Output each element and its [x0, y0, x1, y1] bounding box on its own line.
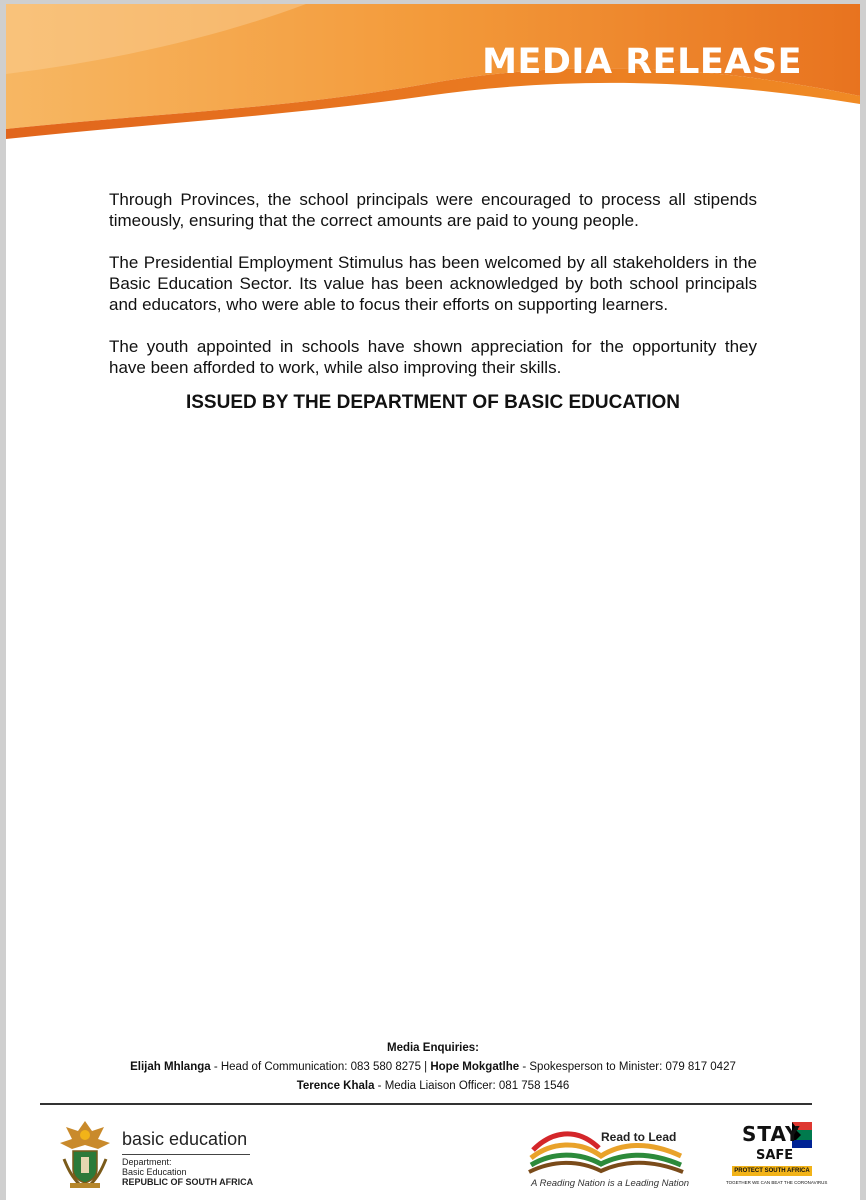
dbe-logo-rule	[122, 1154, 250, 1155]
body-text	[109, 189, 757, 399]
dbe-logo-name: basic education	[122, 1129, 248, 1149]
paragraph: Through Provinces, the school principals were encouraged to process all stipends timeously, ensuring that the correct amounts are paid to young people.	[109, 190, 757, 230]
paragraph: The Presidential Employment Stimulus has been welcomed by all stakeholders in the Basic Education Sector. Its value has been acknowledged by both school principals and educators, who were able to focus their efforts on supporting learners.	[109, 253, 757, 314]
read-to-lead-logo	[521, 1122, 691, 1194]
contact-name: Terence Khala	[296, 1080, 375, 1092]
stay-safe-logo	[726, 1118, 828, 1194]
coat-of-arms-icon	[58, 1119, 112, 1189]
contact-role: - Spokesperson to Minister: 079 817 0427	[519, 1061, 736, 1073]
dbe-logo-country: REPUBLIC OF SOUTH AFRICA	[122, 1177, 254, 1187]
dbe-dept-line: Basic Education	[122, 1167, 187, 1177]
footer-divider	[40, 1103, 812, 1105]
contact-role: - Head of Communication: 083 580 8275 |	[210, 1061, 431, 1073]
dbe-logo-department	[122, 1157, 187, 1177]
dbe-logo	[58, 1119, 268, 1191]
read-to-lead-tagline: A Reading Nation is a Leading Nation	[531, 1178, 690, 1189]
stay-safe-tagline: TOGETHER WE CAN BEAT THE CORONAVIRUS	[726, 1180, 828, 1185]
media-release-title: MEDIA RELEASE	[482, 42, 802, 82]
paragraph: The youth appointed in schools have shown appreciation for the opportunity they have been afforded to work, while also improving their skills.	[109, 337, 757, 377]
read-to-lead-title: Read to Lead	[601, 1130, 677, 1144]
issued-by-line: ISSUED BY THE DEPARTMENT OF BASIC EDUCATION	[185, 392, 681, 413]
enquiries-heading: Media Enquiries:	[386, 1042, 480, 1054]
stay-safe-word1: STAY	[742, 1122, 801, 1146]
contact-role: - Media Liaison Officer: 081 758 1546	[374, 1080, 570, 1092]
media-enquiries	[6, 1039, 860, 1096]
contact-name: Elijah Mhlanga	[130, 1061, 211, 1073]
document-page	[6, 4, 860, 1200]
contact-name: Hope Mokgatlhe	[430, 1061, 520, 1073]
dbe-dept-line: Department:	[122, 1157, 172, 1167]
protect-banner: PROTECT SOUTH AFRICA	[732, 1166, 812, 1176]
stay-safe-word2: SAFE	[756, 1148, 794, 1163]
